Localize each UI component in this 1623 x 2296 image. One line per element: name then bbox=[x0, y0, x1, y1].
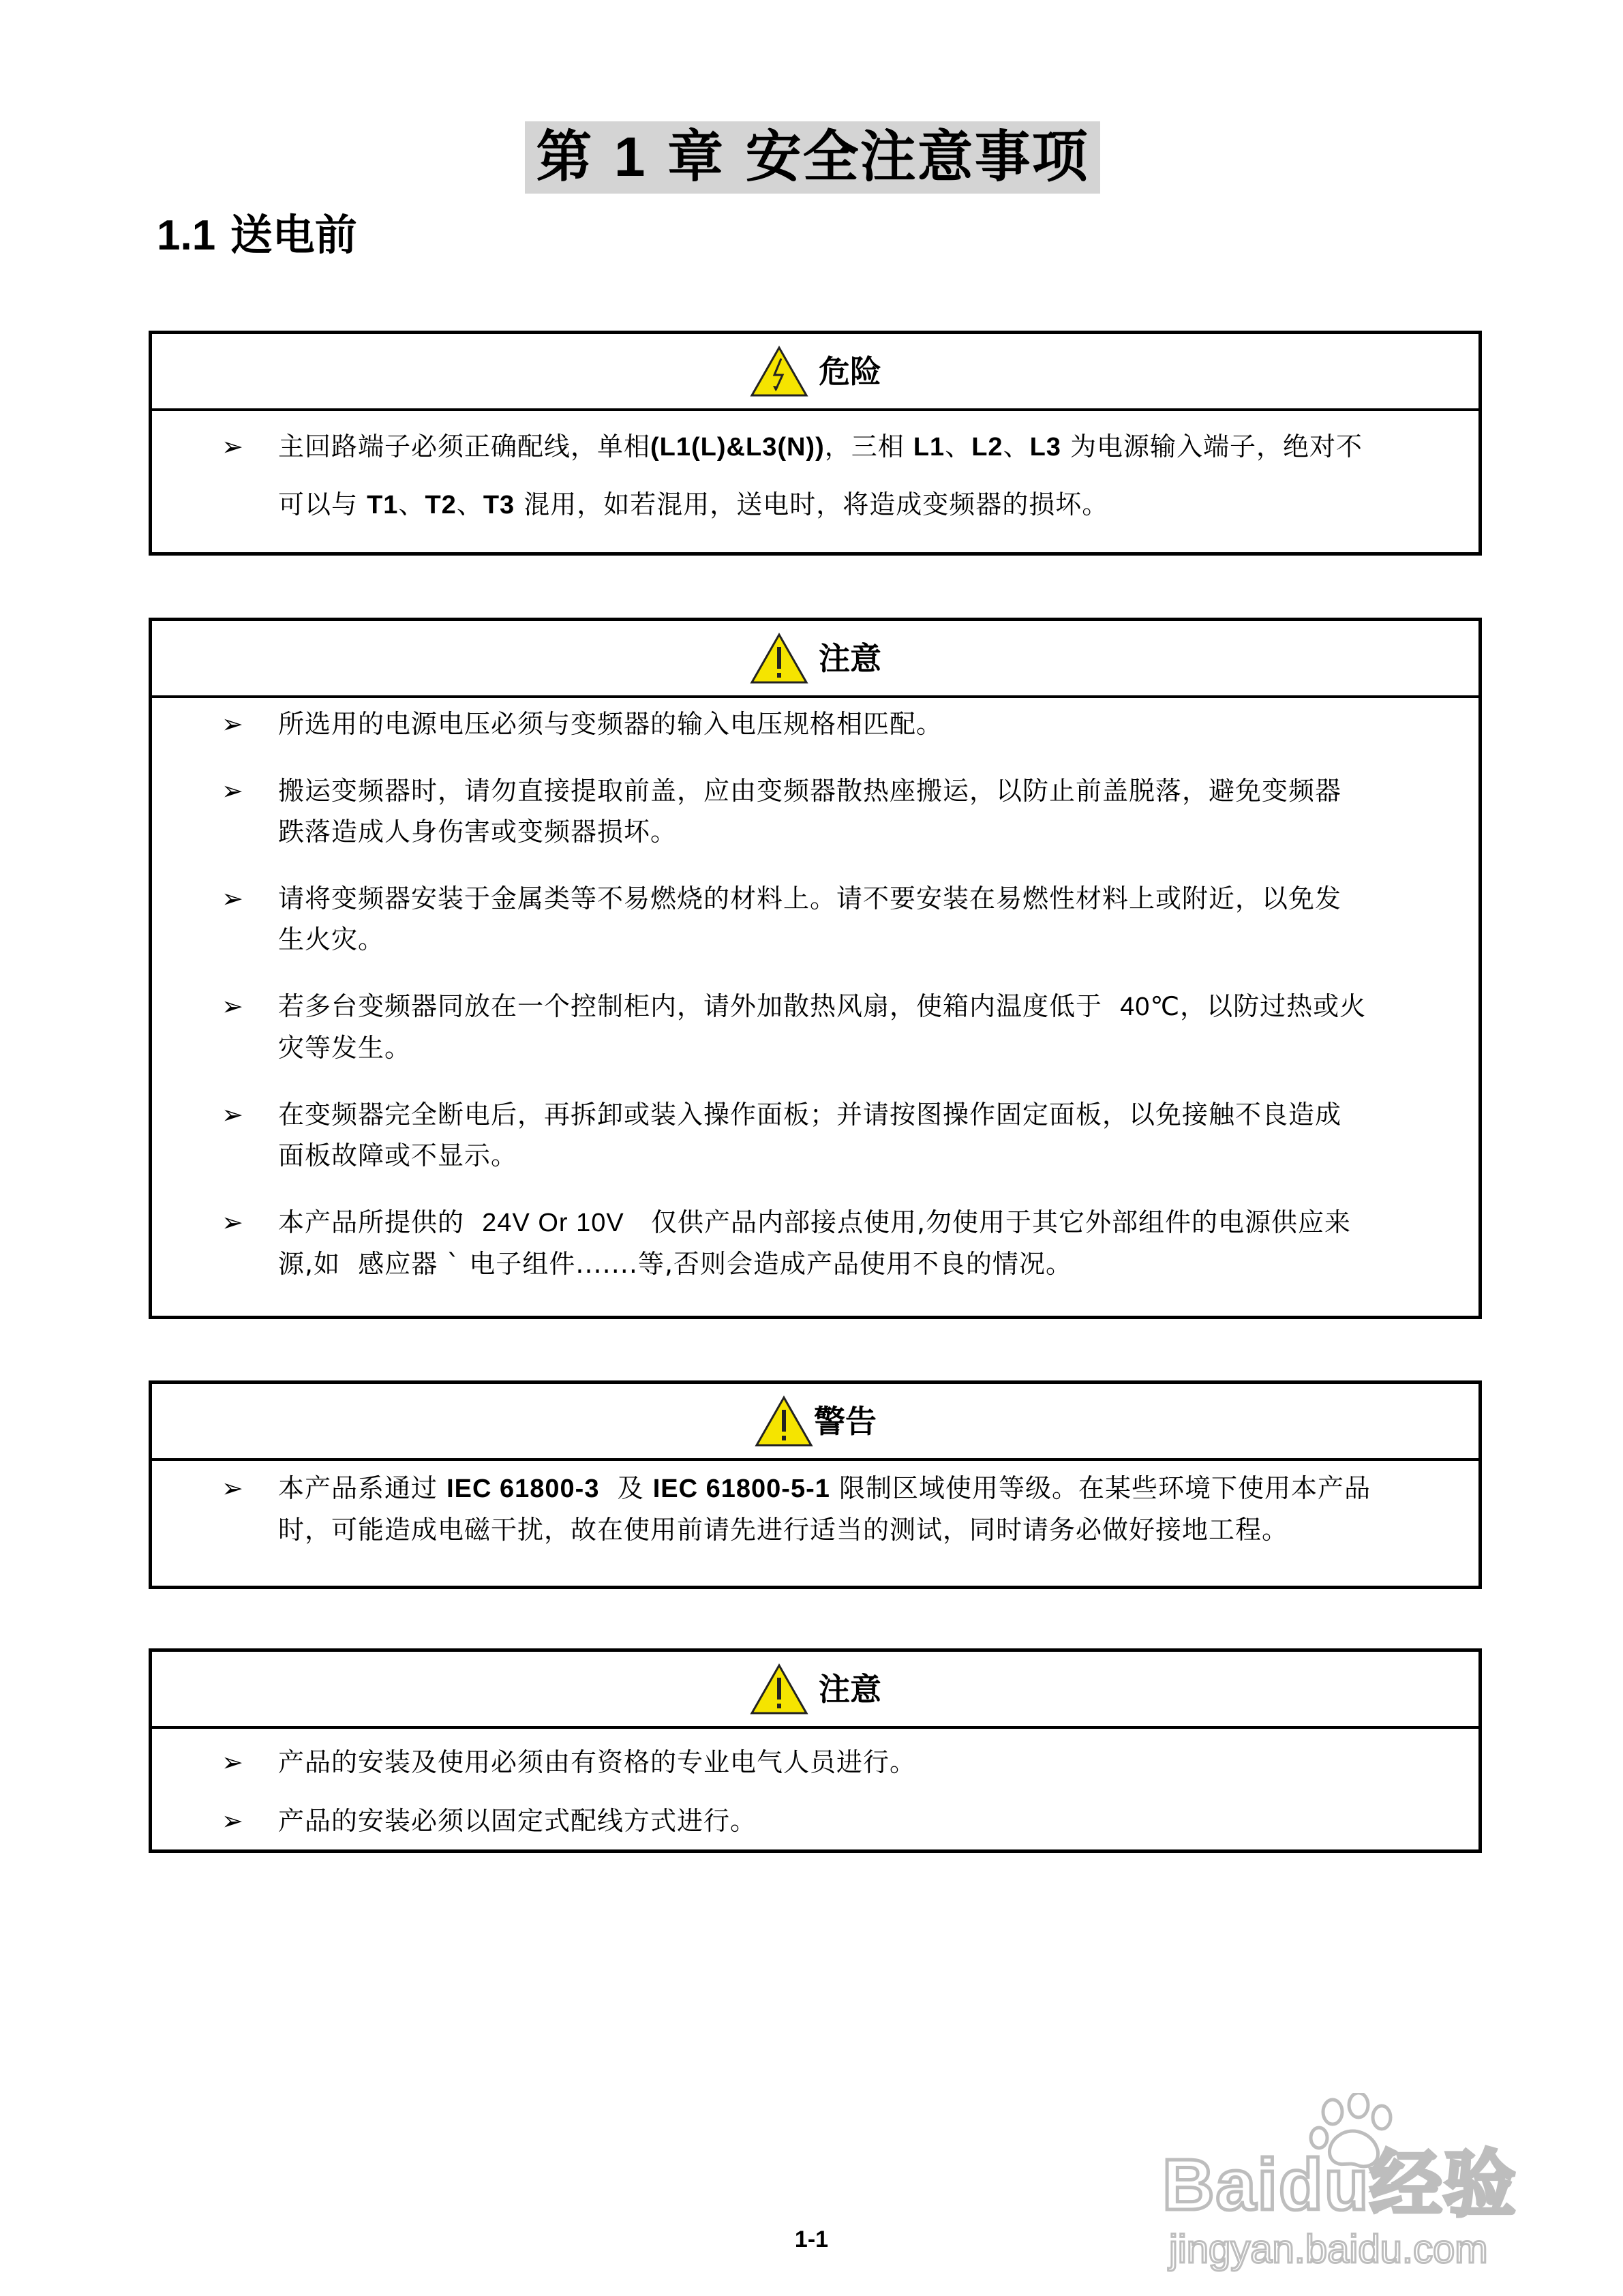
item-text bbox=[278, 704, 1437, 744]
text-segment: 请将变频器安装于金属类等不易燃烧的材料上。请不要安装在易燃性材料上或附近，以免发 bbox=[278, 883, 1342, 913]
text-line bbox=[278, 1027, 1437, 1068]
text-segment: 灾等发生。 bbox=[278, 1033, 412, 1063]
warning-box bbox=[149, 1380, 1482, 1589]
text-segment: 生火灾。 bbox=[278, 924, 385, 954]
section-title bbox=[157, 205, 357, 267]
box-title: 警告 bbox=[814, 1402, 877, 1440]
section-text: 送电前 bbox=[230, 210, 357, 260]
text-segment: 搬运变频器时，请勿直接提取前盖，应由变频器散热座搬运，以防止前盖脱落，避免变频器 bbox=[278, 776, 1342, 806]
text-line bbox=[278, 476, 1437, 534]
text-segment: 仅供产品内部接点使用,勿使用于其它外部组件的电源供应来 bbox=[624, 1207, 1352, 1237]
bullet-arrow-icon: ➢ bbox=[222, 1100, 243, 1130]
bullet-arrow-icon: ➢ bbox=[222, 1806, 243, 1836]
text-segment: ℃，以防过热或火 bbox=[1150, 991, 1367, 1021]
text-segment: 所选用的电源电压必须与变频器的输入电压规格相匹配。 bbox=[278, 709, 943, 739]
warning-icon bbox=[749, 632, 809, 685]
box-body bbox=[152, 698, 1478, 1284]
caution-box bbox=[149, 618, 1482, 1319]
text-segment: 24V Or 10V bbox=[482, 1209, 624, 1237]
text-segment: 源,如 感应器 ` 电子组件.......等,否则会造成产品使用不良的情况。 bbox=[278, 1249, 1073, 1279]
list-item bbox=[152, 1792, 1478, 1850]
text-segment: T3 bbox=[483, 491, 515, 519]
bullet-arrow-icon: ➢ bbox=[222, 776, 243, 806]
text-segment: 可以与 bbox=[278, 489, 367, 519]
chapter-suffix: 章 安全注意事项 bbox=[667, 125, 1089, 190]
text-line bbox=[278, 770, 1437, 811]
text-line bbox=[278, 986, 1437, 1027]
list-item bbox=[152, 704, 1478, 744]
text-segment: 及 bbox=[599, 1473, 653, 1503]
item-text bbox=[278, 1094, 1437, 1176]
text-line bbox=[278, 1094, 1437, 1135]
item-text bbox=[278, 1733, 1437, 1792]
item-text bbox=[278, 770, 1437, 852]
text-segment: 面板故障或不显示。 bbox=[278, 1141, 518, 1170]
item-text bbox=[278, 986, 1437, 1068]
text-segment: IEC 61800-3 bbox=[446, 1475, 600, 1503]
bullet-arrow-icon: ➢ bbox=[222, 883, 243, 913]
text-segment: L2 bbox=[971, 433, 1003, 462]
text-line bbox=[278, 418, 1437, 476]
box-header bbox=[152, 1652, 1478, 1729]
text-segment: 、 bbox=[398, 489, 425, 519]
page-number: 1-1 bbox=[794, 2226, 829, 2252]
caution-box-2 bbox=[149, 1648, 1482, 1853]
box-title: 注意 bbox=[819, 639, 881, 677]
list-item bbox=[152, 1094, 1478, 1176]
text-segment: 混用，如若混用，送电时，将造成变频器的损坏。 bbox=[515, 489, 1109, 519]
text-segment: 产品的安装及使用必须由有资格的专业电气人员进行。 bbox=[278, 1747, 917, 1777]
text-line bbox=[278, 1243, 1437, 1284]
bullet-arrow-icon: ➢ bbox=[222, 1747, 243, 1777]
watermark-brand bbox=[1162, 2145, 1517, 2225]
watermark-brand-head: Bai bbox=[1162, 2145, 1279, 2225]
text-segment: L3 bbox=[1029, 433, 1061, 462]
list-item bbox=[152, 1468, 1478, 1550]
section-number: 1.1 bbox=[157, 212, 216, 259]
list-item bbox=[152, 878, 1478, 960]
list-item bbox=[152, 1202, 1478, 1284]
text-line bbox=[278, 1468, 1437, 1509]
text-segment: 本产品所提供的 bbox=[278, 1207, 483, 1237]
box-body bbox=[152, 411, 1478, 534]
box-body bbox=[152, 1461, 1478, 1550]
text-segment: 、 bbox=[456, 489, 483, 519]
text-line bbox=[278, 1509, 1437, 1550]
list-item bbox=[152, 770, 1478, 852]
text-segment: 为电源输入端子，绝对不 bbox=[1061, 432, 1363, 462]
watermark-brand-tail: du bbox=[1278, 2145, 1370, 2225]
danger-box bbox=[149, 331, 1482, 556]
text-segment: 、 bbox=[1003, 432, 1030, 462]
warning-icon bbox=[754, 1395, 814, 1448]
bullet-arrow-icon: ➢ bbox=[222, 1207, 243, 1237]
box-title: 危险 bbox=[819, 352, 881, 390]
text-segment: 时，可能造成电磁干扰，故在使用前请先进行适当的测试，同时请务必做好接地工程。 bbox=[278, 1515, 1289, 1545]
text-line bbox=[278, 878, 1437, 919]
text-segment: 40 bbox=[1120, 993, 1151, 1021]
text-line bbox=[278, 1135, 1437, 1176]
text-segment: 在变频器完全断电后，再拆卸或装入操作面板；并请按图操作固定面板，以免接触不良造成 bbox=[278, 1100, 1342, 1130]
text-segment: 产品的安装必须以固定式配线方式进行。 bbox=[278, 1806, 757, 1836]
text-segment: T1 bbox=[367, 491, 399, 519]
text-segment: 若多台变频器同放在一个控制柜内，请外加散热风扇，使箱内温度低于 bbox=[278, 991, 1121, 1021]
electric-hazard-icon bbox=[749, 345, 809, 398]
text-segment: T2 bbox=[425, 491, 457, 519]
text-segment: (L1(L)&L3(N)) bbox=[650, 433, 825, 462]
text-segment: 、 bbox=[945, 432, 972, 462]
text-line bbox=[278, 811, 1437, 852]
item-text bbox=[278, 1792, 1437, 1850]
box-header bbox=[152, 1384, 1478, 1461]
text-line bbox=[278, 1792, 1437, 1850]
box-body bbox=[152, 1729, 1478, 1850]
box-header bbox=[152, 621, 1478, 698]
item-text bbox=[278, 878, 1437, 960]
watermark-url: jingyan.baidu.com bbox=[1169, 2227, 1488, 2271]
bullet-arrow-icon: ➢ bbox=[222, 1473, 243, 1503]
text-segment: ，三相 bbox=[824, 432, 913, 462]
bullet-arrow-icon: ➢ bbox=[222, 991, 243, 1021]
item-text bbox=[278, 418, 1437, 534]
box-header bbox=[152, 334, 1478, 411]
text-segment: L1 bbox=[913, 433, 945, 462]
chapter-title bbox=[525, 121, 1100, 194]
list-item bbox=[152, 1733, 1478, 1792]
text-segment: 本产品系通过 bbox=[278, 1473, 447, 1503]
warning-icon bbox=[749, 1663, 809, 1716]
chapter-prefix: 第 bbox=[536, 125, 594, 190]
bullet-arrow-icon: ➢ bbox=[222, 709, 243, 739]
bullet-arrow-icon: ➢ bbox=[222, 432, 243, 462]
text-line bbox=[278, 1202, 1437, 1243]
list-item bbox=[152, 418, 1478, 534]
text-segment: IEC 61800-5-1 bbox=[652, 1475, 830, 1503]
text-line bbox=[278, 704, 1437, 744]
item-text bbox=[278, 1202, 1437, 1284]
text-segment: 限制区域使用等级。在某些环境下使用本产品 bbox=[830, 1473, 1371, 1503]
item-text bbox=[278, 1468, 1437, 1550]
text-line bbox=[278, 919, 1437, 960]
text-segment: 跌落造成人身伤害或变频器损坏。 bbox=[278, 817, 678, 847]
text-segment: 主回路端子必须正确配线，单相 bbox=[278, 432, 651, 462]
watermark-product: 经验 bbox=[1369, 2145, 1517, 2225]
list-item bbox=[152, 986, 1478, 1068]
text-line bbox=[278, 1733, 1437, 1792]
chapter-number: 1 bbox=[613, 126, 647, 188]
box-title: 注意 bbox=[819, 1670, 881, 1708]
